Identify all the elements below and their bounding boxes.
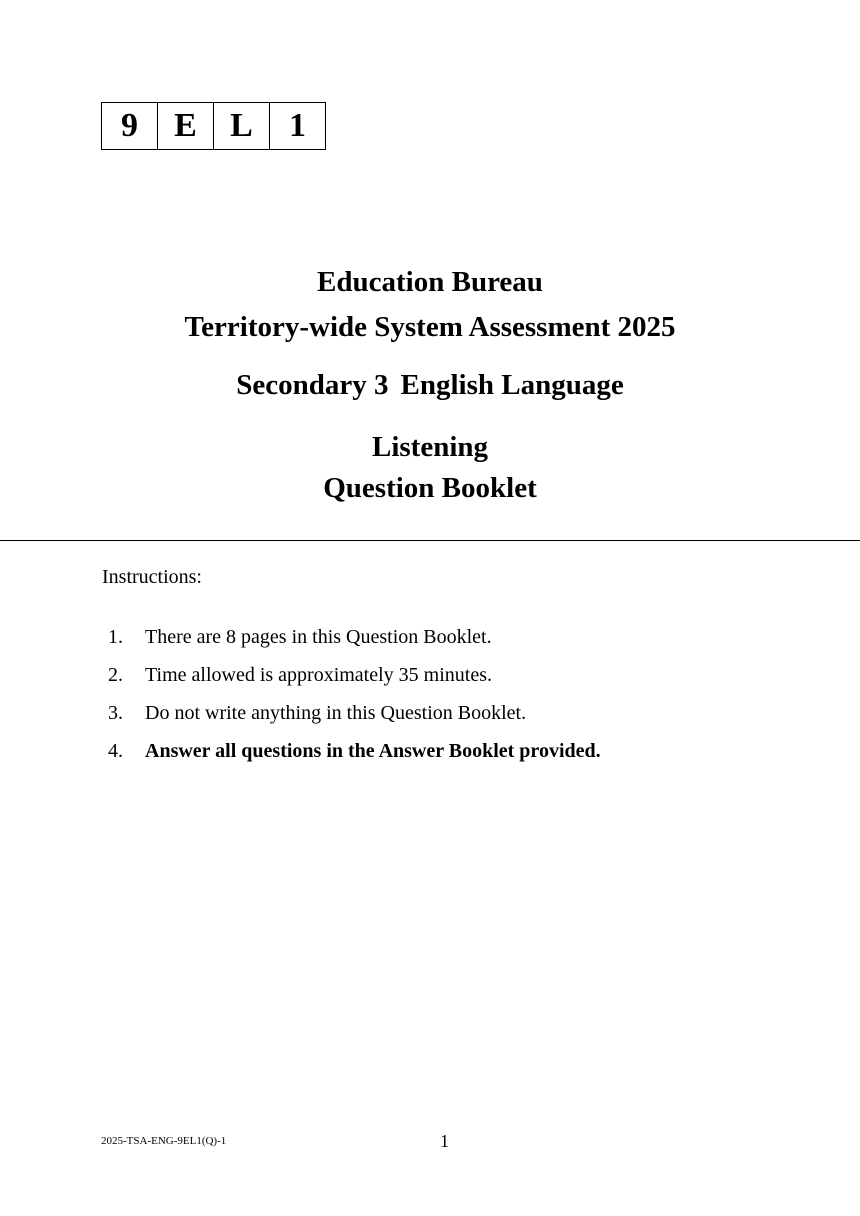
paper-title: Listening bbox=[371, 431, 489, 463]
paper-code-cell: 9 bbox=[102, 103, 158, 149]
instructions-heading: Instructions: bbox=[102, 566, 202, 588]
paper-code-cell: E bbox=[158, 103, 214, 149]
instruction-item bbox=[108, 662, 601, 700]
booklet-title: Question Booklet bbox=[323, 472, 537, 504]
footer-document-code: 2025-TSA-ENG-9EL1(Q)-1 bbox=[101, 1135, 227, 1147]
paper-code-cell: 1 bbox=[270, 103, 326, 149]
level-label: Secondary 3 bbox=[236, 369, 389, 401]
assessment-title: Territory-wide System Assessment 2025 bbox=[184, 311, 676, 343]
instruction-item bbox=[108, 624, 601, 662]
level-subject-title bbox=[0, 369, 860, 402]
subject-label: English Language bbox=[400, 369, 624, 401]
section-divider bbox=[0, 540, 860, 541]
instruction-item bbox=[108, 700, 601, 738]
instruction-number: 1. bbox=[108, 626, 123, 648]
instruction-text: There are 8 pages in this Question Booklet. bbox=[145, 626, 492, 648]
instruction-text: Time allowed is approximately 35 minutes. bbox=[145, 664, 493, 686]
organization-title: Education Bureau bbox=[317, 266, 543, 298]
instruction-number: 3. bbox=[108, 702, 123, 724]
paper-code-box bbox=[101, 102, 326, 150]
paper-code-cell: L bbox=[214, 103, 270, 149]
instruction-text: Answer all questions in the Answer Booklet provided. bbox=[145, 740, 601, 762]
instructions-list bbox=[108, 624, 601, 776]
instruction-number: 2. bbox=[108, 664, 123, 686]
instruction-text: Do not write anything in this Question Booklet. bbox=[145, 702, 527, 724]
instruction-number: 4. bbox=[108, 740, 123, 762]
instruction-item bbox=[108, 738, 601, 776]
page-number: 1 bbox=[440, 1131, 449, 1151]
